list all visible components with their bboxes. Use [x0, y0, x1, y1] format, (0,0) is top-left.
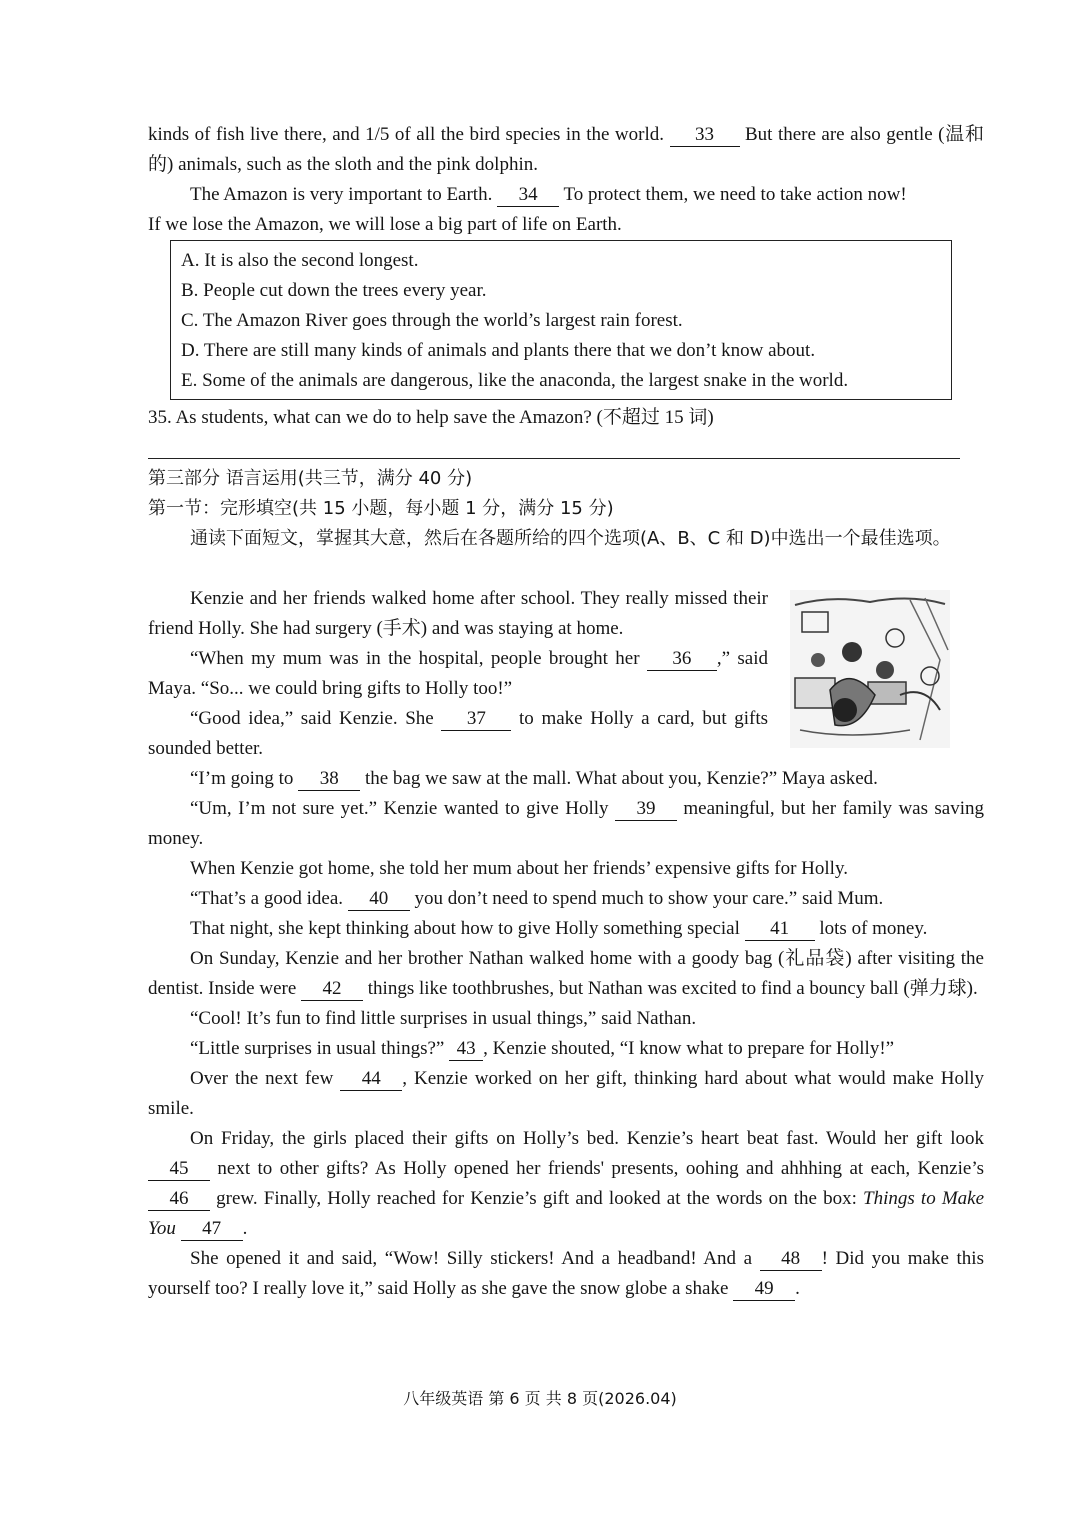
blank-44[interactable]: 44	[340, 1068, 402, 1091]
paragraph	[148, 794, 984, 854]
blank-34[interactable]: 34	[497, 184, 559, 207]
paragraph	[148, 1034, 984, 1064]
part-title: 第三部分 语言运用(共三节，满分 40 分)	[148, 468, 473, 489]
text: ,” said Maya. “So... we could bring gifts to Holly too!”	[148, 648, 768, 699]
blank-46[interactable]: 46	[148, 1188, 210, 1211]
text: things like toothbrushes, but Nathan was excited to find a bouncy ball (弹力球).	[367, 978, 978, 999]
blank-47[interactable]: 47	[181, 1218, 243, 1241]
paragraph	[148, 1124, 984, 1244]
text: grew. Finally, Holly reached for Kenzie’s gift and looked at the words on the box:	[216, 1188, 857, 1209]
answer-line[interactable]	[148, 458, 960, 459]
blank-40[interactable]: 40	[348, 888, 410, 911]
option-c: C. The Amazon River goes through the world’s largest rain forest.	[181, 310, 683, 331]
paragraph	[148, 944, 984, 1004]
paragraph	[148, 180, 984, 210]
text: gentle (温和的) animals, such as the sloth and the pink dolphin.	[148, 124, 984, 175]
passage-continuation	[148, 120, 984, 240]
options-box	[170, 240, 952, 400]
paragraph: When Kenzie got home, she told her mum about her friends’ expensive gifts for Holly.	[190, 858, 848, 879]
paragraph	[148, 884, 984, 914]
text: “When my mum was in the hospital, people brought her	[190, 648, 640, 669]
option-d: D. There are still many kinds of animals and plants there that we don’t know about.	[181, 340, 816, 361]
paragraph	[148, 914, 984, 944]
blank-41[interactable]: 41	[745, 918, 815, 941]
blank-36[interactable]: 36	[647, 648, 717, 671]
paragraph	[148, 1244, 984, 1304]
blank-48[interactable]: 48	[760, 1248, 822, 1271]
blank-42[interactable]: 42	[301, 978, 363, 1001]
option-e: E. Some of the animals are dangerous, like the anaconda, the largest snake in the world.	[181, 370, 849, 391]
section-title: 第一节：完形填空(共 15 小题，每小题 1 分，满分 15 分)	[148, 498, 614, 519]
paragraph	[148, 644, 768, 704]
text: lots of money.	[819, 918, 928, 939]
text: to make Holly a card, but gifts sounded better.	[148, 708, 769, 759]
story-top-narrow	[148, 584, 768, 764]
question-35	[148, 403, 984, 433]
text: “Little surprises in usual things?”	[190, 1038, 445, 1059]
text: She opened it and said, “Wow! Silly stickers! And a headband! And a	[190, 1248, 753, 1269]
box-words: Things to Make You	[148, 1188, 985, 1239]
text: .	[795, 1278, 800, 1299]
blank-38[interactable]: 38	[298, 768, 360, 791]
text: , Kenzie worked on her gift, thinking hard about what would make Holly smile.	[148, 1068, 985, 1119]
text: the bag we saw at the mall. What about you, Kenzie?” Maya asked.	[364, 768, 878, 789]
blank-49[interactable]: 49	[733, 1278, 795, 1301]
paragraph	[148, 764, 984, 794]
text: But there are also	[745, 124, 881, 145]
paragraph: If we lose the Amazon, we will lose a big part of life on Earth.	[148, 214, 622, 235]
text: , Kenzie shouted, “I know what to prepare for Holly!”	[483, 1038, 895, 1059]
paragraph	[148, 120, 984, 180]
text: On Sunday, Kenzie and her brother Nathan walked home with a goody bag (礼品袋) after visiting the dentist. Inside were	[148, 948, 984, 999]
text: kinds of fish live there, and 1/5 of all the bird species in the world.	[148, 124, 664, 145]
paragraph	[148, 704, 768, 764]
option-a: A. It is also the second longest.	[181, 250, 419, 271]
blank-43[interactable]: 43	[449, 1038, 483, 1061]
text: meaningful, but her family was saving money.	[148, 798, 985, 849]
blank-33[interactable]: 33	[670, 124, 740, 147]
text: .	[242, 1218, 248, 1239]
text: That night, she kept thinking about how to give Holly something special	[190, 918, 740, 939]
text: next to other gifts? As Holly opened her friends' presents, oohing and ahhhing at each, Kenzie’s	[217, 1158, 984, 1179]
text: “Um, I’m not sure yet.” Kenzie wanted to give Holly	[190, 798, 609, 819]
paragraph: Kenzie and her friends walked home after school. They really missed their friend Holly. She had surgery (手术) and was staying at home.	[148, 588, 768, 639]
blank-37[interactable]: 37	[441, 708, 511, 731]
cloze-story	[148, 584, 984, 1304]
blank-45[interactable]: 45	[148, 1158, 210, 1181]
blank-39[interactable]: 39	[615, 798, 677, 821]
text: The Amazon is very important to Earth.	[190, 184, 493, 205]
paragraph: “Cool! It’s fun to find little surprises in usual things,” said Nathan.	[190, 1008, 697, 1029]
text: ! Did you make this yourself too? I really love it,” said Holly as she gave the snow globe a shake	[148, 1248, 984, 1299]
paragraph	[148, 1064, 984, 1124]
text: “That’s a good idea.	[190, 888, 344, 909]
text: To protect them, we need to take action now!	[563, 184, 907, 205]
text: “Good idea,” said Kenzie. She	[190, 708, 434, 729]
text: Over the next few	[190, 1068, 334, 1089]
text: “I’m going to	[190, 768, 294, 789]
page-footer: 八年级英语 第 6 页 共 8 页(2026.04)	[403, 1389, 677, 1408]
text: you don’t need to spend much to show your care.” said Mum.	[414, 888, 884, 909]
question-text: 35. As students, what can we do to help save the Amazon? (不超过 15 词)	[148, 407, 714, 428]
part3-header	[148, 464, 984, 554]
option-b: B. People cut down the trees every year.	[181, 280, 487, 301]
text: On Friday, the girls placed their gifts on Holly’s bed. Kenzie’s heart beat fast. Would her gift look	[190, 1128, 984, 1149]
instruction: 通读下面短文，掌握其大意，然后在各题所给的四个选项(A、B、C 和 D)中选出一个最佳选项。	[190, 528, 951, 549]
